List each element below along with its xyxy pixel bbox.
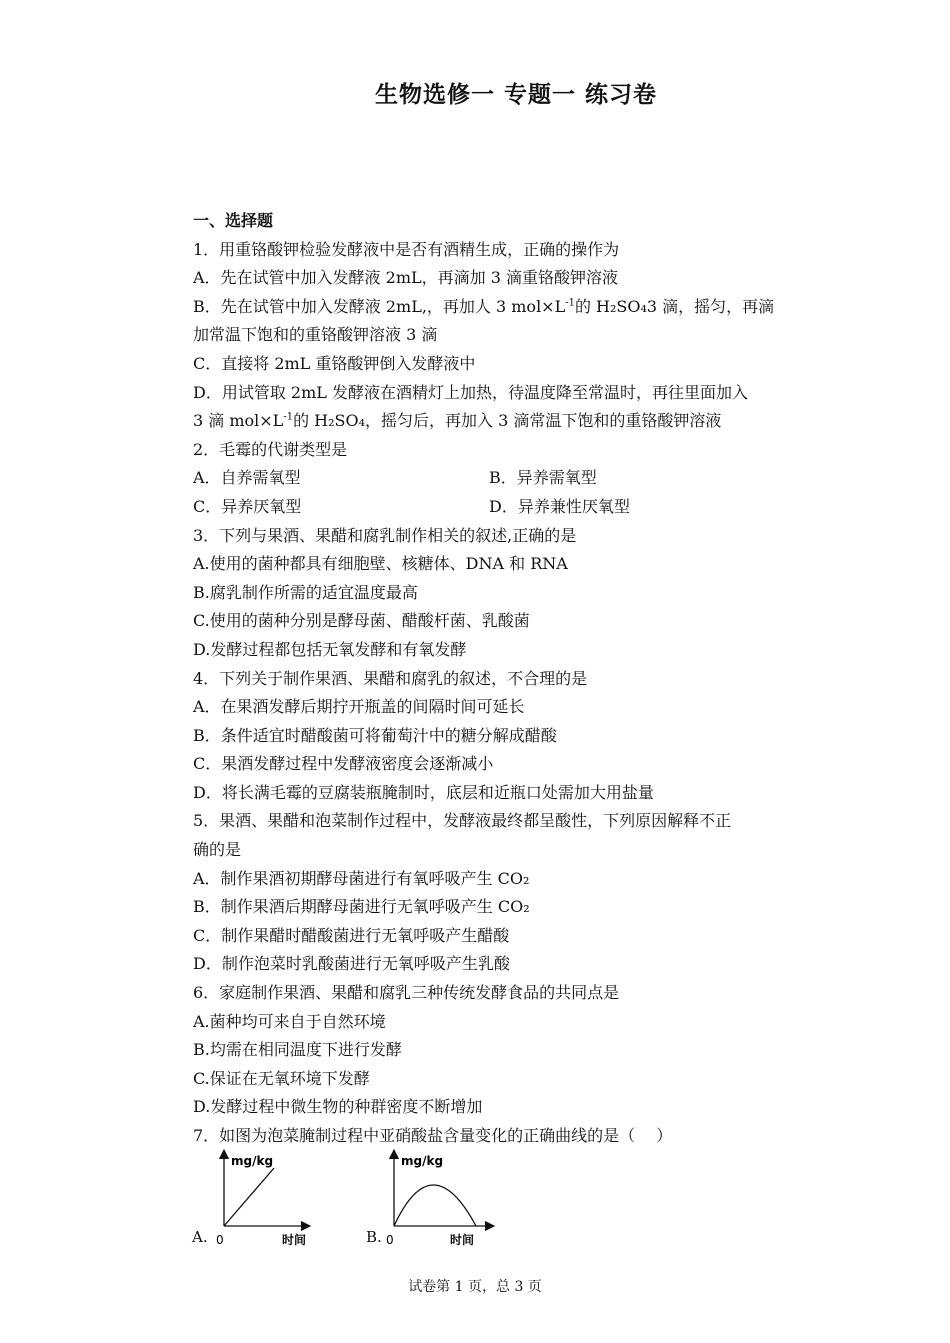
option-b <box>193 293 843 322</box>
option-b-part1: B．先在试管中加入发酵液 2mL,，再加人 3 mol×L <box>193 296 566 316</box>
curve <box>224 1168 274 1226</box>
question-3 <box>193 522 843 665</box>
option-d: D.发酵过程中微生物的种群密度不断增加 <box>193 1097 483 1117</box>
curve <box>394 1185 476 1226</box>
option-d: D.发酵过程都包括无氧发酵和有氧发酵 <box>193 639 467 659</box>
option-a: A．先在试管中加入发酵液 2mL，再滴加 3 滴重铬酸钾溶液 <box>193 268 618 288</box>
option-row <box>193 493 843 522</box>
option-d: D．将长满毛霉的豆腐装瓶腌制时，底层和近瓶口处需加大用盐量 <box>193 782 654 802</box>
origin-label: 0 <box>386 1233 394 1247</box>
question-stem: 3．下列与果酒、果醋和腐乳制作相关的叙述,正确的是 <box>193 525 577 545</box>
option-c: C．果酒发酵过程中发酵液密度会逐渐减小 <box>193 754 494 774</box>
x-axis-label: 时间 <box>282 1233 307 1247</box>
option-b: B.均需在相同温度下进行发酵 <box>193 1040 402 1060</box>
page-title: 生物选修一 专题一 练习卷 <box>374 82 657 108</box>
option-b: B.腐乳制作所需的适宜温度最高 <box>193 582 418 602</box>
x-axis-label: 时间 <box>450 1233 475 1247</box>
question-stem: 5．果酒、果醋和泡菜制作过程中，发酵液最终都呈酸性，下列原因解释不正 <box>193 811 732 831</box>
question-1 <box>193 236 843 436</box>
option-c: C.保证在无氧环境下发酵 <box>193 1068 370 1088</box>
question-list <box>193 207 843 1151</box>
option-c: C．直接将 2mL 重铬酸钾倒入发酵液中 <box>193 353 476 373</box>
figure-a-graph <box>190 1148 360 1248</box>
option-c: C.使用的菌种分别是酵母菌、醋酸杆菌、乳酸菌 <box>193 611 530 631</box>
option-d: D．异养兼性厌氧型 <box>489 496 630 516</box>
option-d: D．用试管取 2mL 发酵液在酒精灯上加热，待温度降至常温时，再往里面加入 <box>193 382 748 402</box>
option-b: B．制作果酒后期酵母菌进行无氧呼吸产生 CO₂ <box>193 897 530 917</box>
option-a: A．制作果酒初期酵母菌进行有氧呼吸产生 CO₂ <box>193 868 530 888</box>
option-b-part2: 的 H₂SO₄3 滴，摇匀，再滴 <box>574 296 775 316</box>
question-7 <box>193 1122 843 1151</box>
option-c: C．异养厌氧型 <box>193 496 302 516</box>
exponent: -1 <box>283 411 294 423</box>
option-a: A．自养需氧型 <box>193 468 301 488</box>
option-d-part2: 3 滴 mol×L <box>193 411 284 431</box>
option-a: A．在果酒发酵后期拧开瓶盖的间隔时间可延长 <box>193 697 525 717</box>
option-d-continued <box>193 407 843 436</box>
answer-figures <box>190 1148 590 1248</box>
option-b-continued: 加常温下饱和的重铬酸钾溶液 3 滴 <box>193 325 438 345</box>
page-footer: 试卷第 1 页，总 3 页 <box>408 1279 542 1295</box>
question-4 <box>193 665 843 808</box>
question-stem: 6．家庭制作果酒、果醋和腐乳三种传统发酵食品的共同点是 <box>193 983 620 1003</box>
option-a: A.菌种均可来自于自然环境 <box>193 1011 386 1031</box>
figure-b-graph <box>364 1148 534 1248</box>
option-b: B．条件适宜时醋酸菌可将葡萄汁中的糖分解成醋酸 <box>193 725 557 745</box>
figure-a-label: A. <box>192 1228 208 1246</box>
figure-b <box>364 1148 534 1252</box>
y-axis-label: mg/kg <box>231 1154 274 1168</box>
question-6 <box>193 979 843 1122</box>
question-2 <box>193 436 843 522</box>
option-c: C．制作果醋时醋酸菌进行无氧呼吸产生醋酸 <box>193 925 510 945</box>
origin-label: 0 <box>216 1233 224 1247</box>
option-b: B．异养需氧型 <box>489 468 597 488</box>
option-row <box>193 464 843 493</box>
question-stem-continued: 确的是 <box>193 840 242 860</box>
option-a: A.使用的菌种都具有细胞壁、核糖体、DNA 和 RNA <box>193 554 568 574</box>
y-axis-label: mg/kg <box>401 1154 444 1168</box>
question-stem: 7．如图为泡菜腌制过程中亚硝酸盐含量变化的正确曲线的是（ ） <box>193 1126 673 1145</box>
question-5 <box>193 807 843 979</box>
section-heading: 一、选择题 <box>193 211 274 230</box>
figure-a <box>190 1148 360 1252</box>
question-stem: 1．用重铬酸钾检验发酵液中是否有酒精生成，正确的操作为 <box>193 239 620 259</box>
exponent: -1 <box>565 297 575 309</box>
question-stem: 2．毛霉的代谢类型是 <box>193 439 348 459</box>
option-d: D．制作泡菜时乳酸菌进行无氧呼吸产生乳酸 <box>193 954 510 974</box>
option-d-part3: 的 H₂SO₄，摇匀后，再加入 3 滴常温下饱和的重铬酸钾溶液 <box>293 411 722 431</box>
figure-b-label: B. <box>366 1228 382 1246</box>
question-stem: 4．下列关于制作果酒、果醋和腐乳的叙述，不合理的是 <box>193 668 588 688</box>
